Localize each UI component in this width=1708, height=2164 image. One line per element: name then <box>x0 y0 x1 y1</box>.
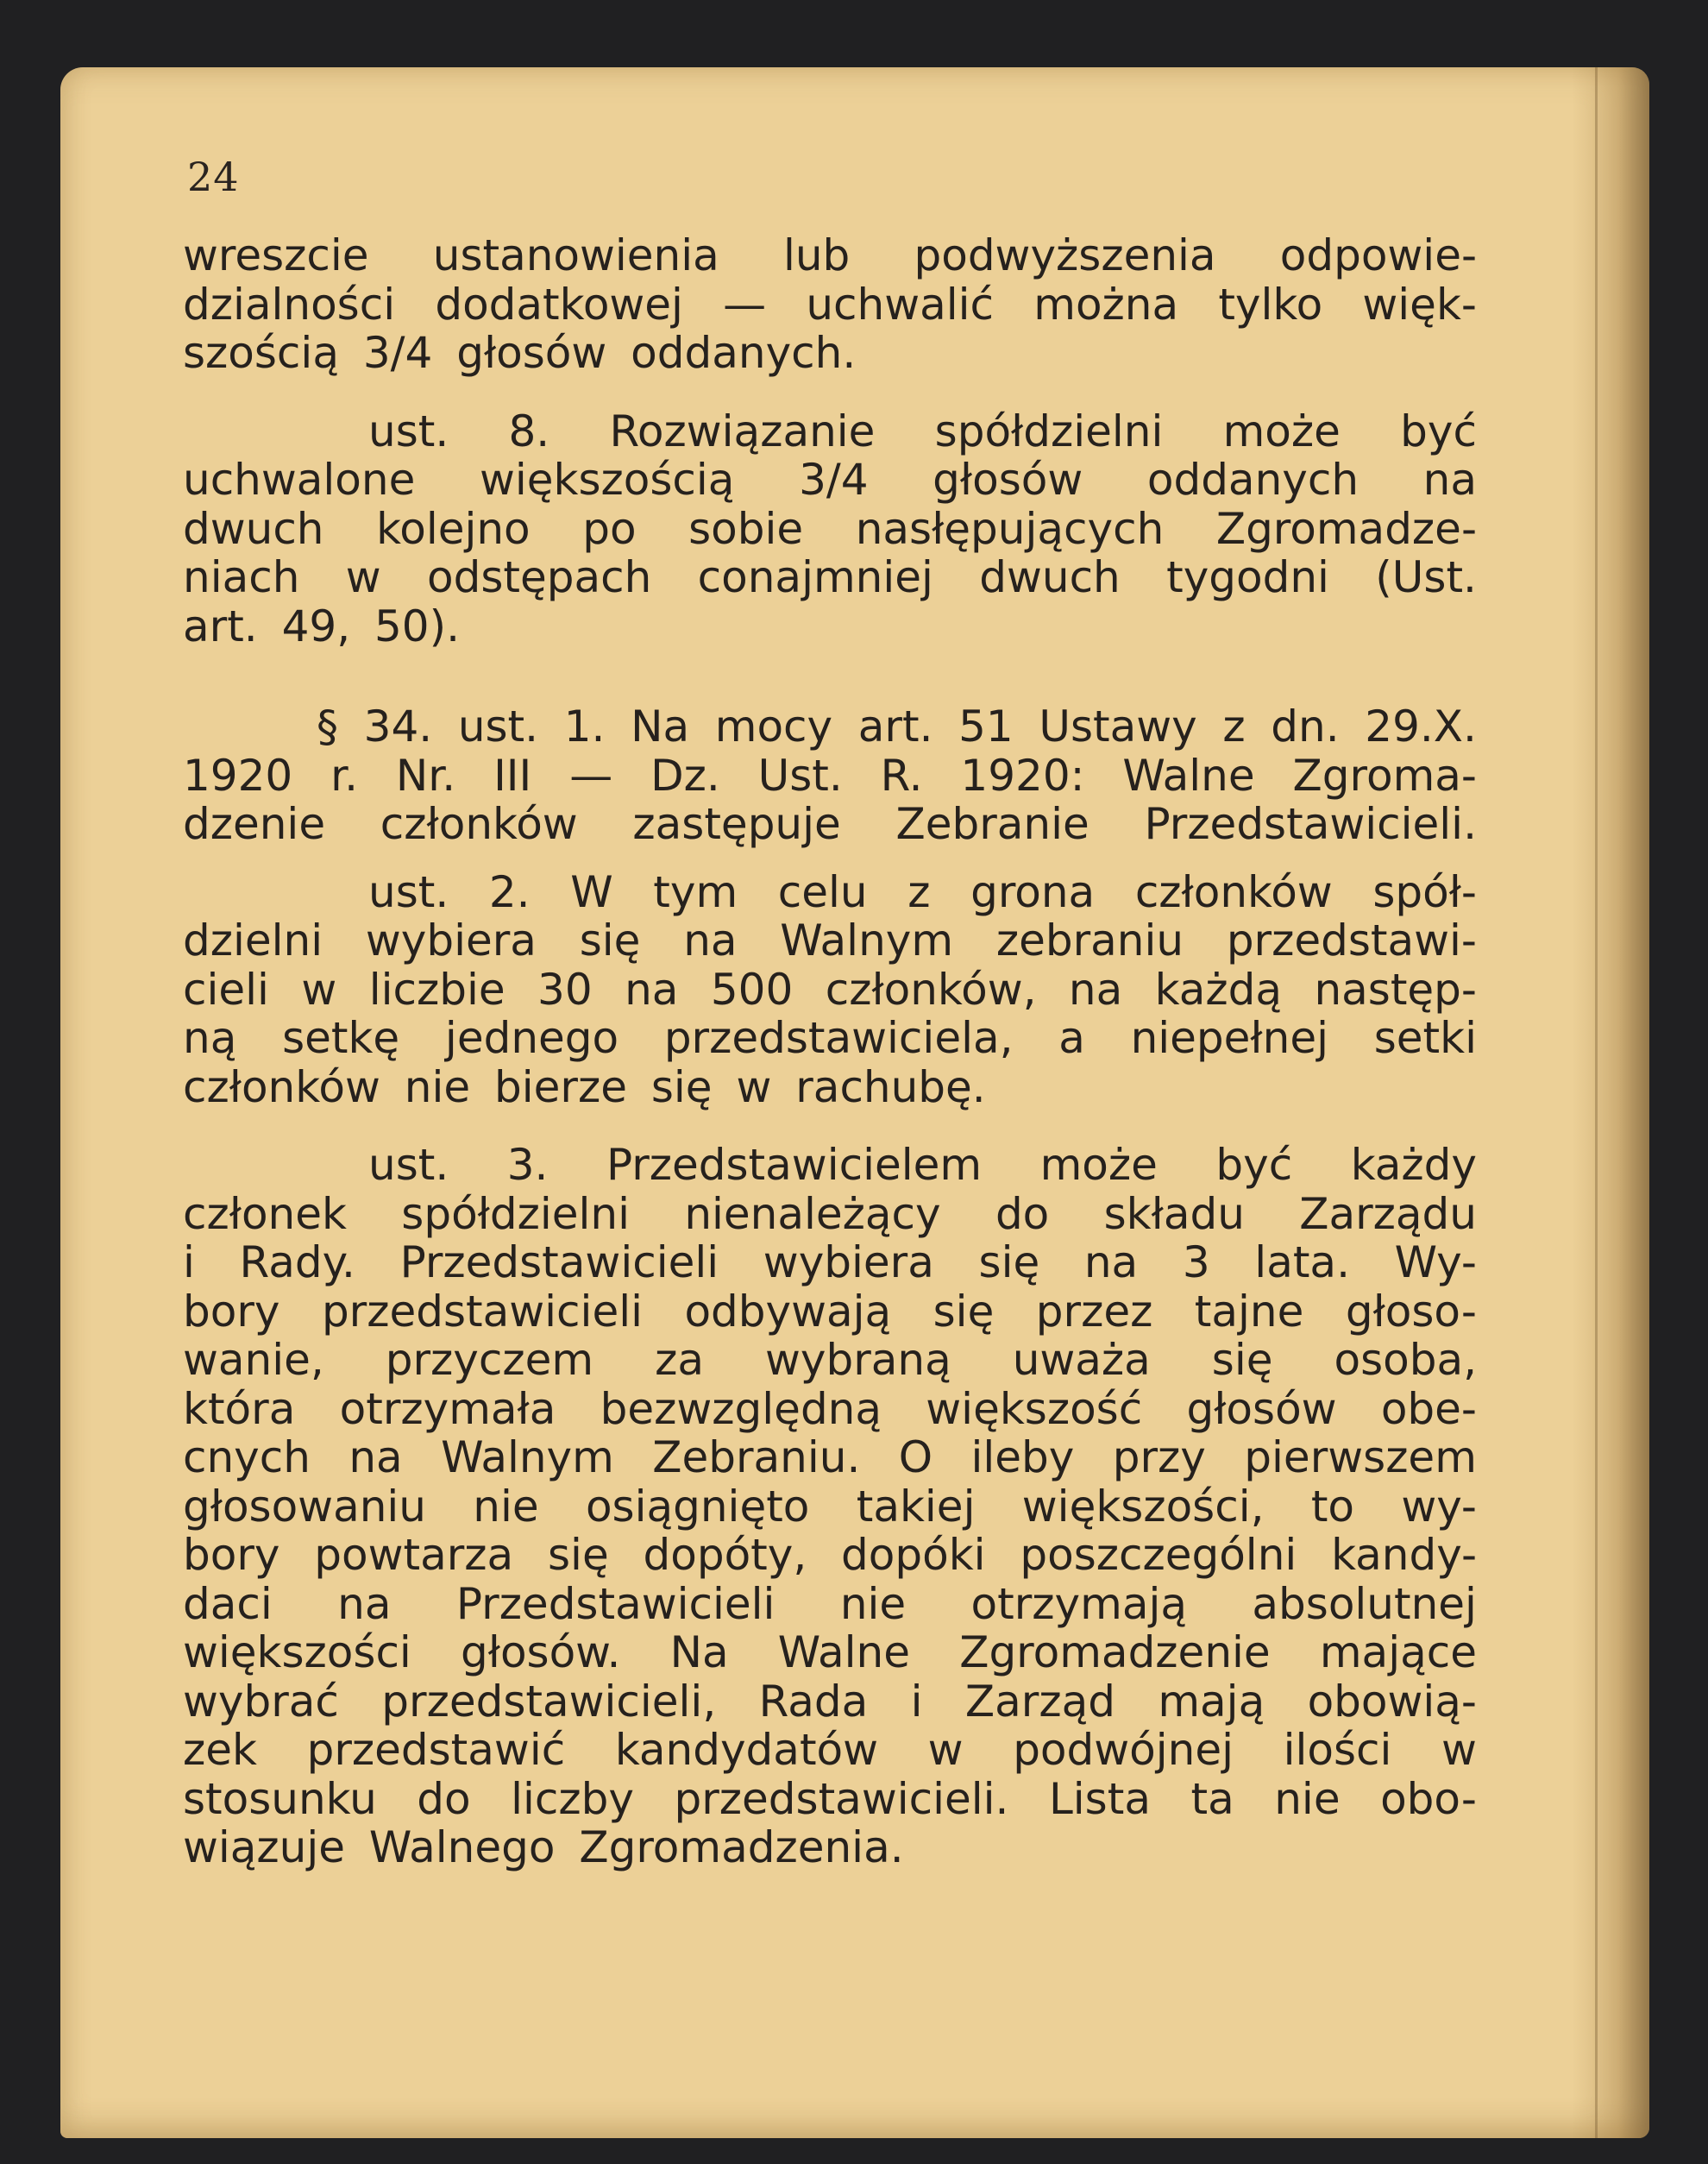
text-line: wanie, przyczem za wybraną uważa się osoba, <box>183 1335 1477 1385</box>
text-line: bory powtarza się dopóty, dopóki poszczególni kandy- <box>183 1530 1477 1580</box>
text-line: dwuch kolejno po sobie nasłępujących Zgromadze- <box>183 503 1477 554</box>
text-line: ust. 8. Rozwiązanie spółdzielni może być <box>368 406 1477 456</box>
text-line: dzialności dodatkowej — uchwalić można tylko więk- <box>183 279 1477 330</box>
text-line: wiązuje Walnego Zgromadzenia. <box>183 1822 904 1872</box>
text-line: głosowaniu nie osiągnięto takiej większości, to wy- <box>183 1481 1477 1532</box>
text-line: szością 3/4 głosów oddanych. <box>183 328 857 378</box>
text-line: art. 49, 50). <box>183 601 461 651</box>
text-line: i Rady. Przedstawicieli wybiera się na 3 lata. Wy- <box>183 1237 1477 1287</box>
body-text <box>183 231 1477 1872</box>
page-edge-shadow <box>1572 67 1649 2138</box>
text-line: niach w odstępach conajmniej dwuch tygodni (Ust. <box>183 552 1477 602</box>
text-line: uchwalone większością 3/4 głosów oddanych na <box>183 455 1477 505</box>
text-line: wreszcie ustanowienia lub podwyższenia odpowie- <box>183 230 1477 280</box>
text-line: 1920 r. Nr. III — Dz. Ust. R. 1920: Walne Zgroma- <box>183 750 1477 801</box>
page-fold-line <box>1595 67 1598 2138</box>
text-line: wybrać przedstawicieli, Rada i Zarząd mają obowią- <box>183 1676 1477 1727</box>
text-line: stosunku do liczby przedstawicieli. Lista ta nie obo- <box>183 1773 1477 1824</box>
text-line: dzenie członków zastępuje Zebranie Przedstawicieli. <box>183 799 1477 849</box>
text-line: daci na Przedstawicieli nie otrzymają absolutnej <box>183 1578 1477 1629</box>
text-line: cieli w liczbie 30 na 500 członków, na każdą następ- <box>183 964 1477 1015</box>
text-line: ną setkę jednego przedstawiciela, a niepełnej setki <box>183 1013 1477 1063</box>
text-line: cnych na Walnym Zebraniu. O ileby przy pierwszem <box>183 1432 1477 1482</box>
text-line: która otrzymała bezwzględną większość głosów obe- <box>183 1383 1477 1434</box>
text-line: ust. 2. W tym celu z grona członków spół- <box>368 866 1477 917</box>
text-line: członków nie bierze się w rachubę. <box>183 1061 986 1112</box>
text-line: członek spółdzielni nienależący do składu Zarządu <box>183 1188 1477 1239</box>
text-line: ust. 3. Przedstawicielem może być każdy <box>368 1140 1477 1190</box>
text-line: bory przedstawicieli odbywają się przez tajne głoso- <box>183 1286 1477 1337</box>
text-line: zek przedstawić kandydatów w podwójnej ilości w <box>183 1725 1477 1775</box>
text-line: większości głosów. Na Walne Zgromadzenie mające <box>183 1627 1477 1677</box>
text-line: § 34. ust. 1. Na mocy art. 51 Ustawy z dn. 29.X. <box>317 701 1477 752</box>
page-number: 24 <box>187 154 240 200</box>
text-line: dzielni wybiera się na Walnym zebraniu przedstawi- <box>183 915 1477 966</box>
